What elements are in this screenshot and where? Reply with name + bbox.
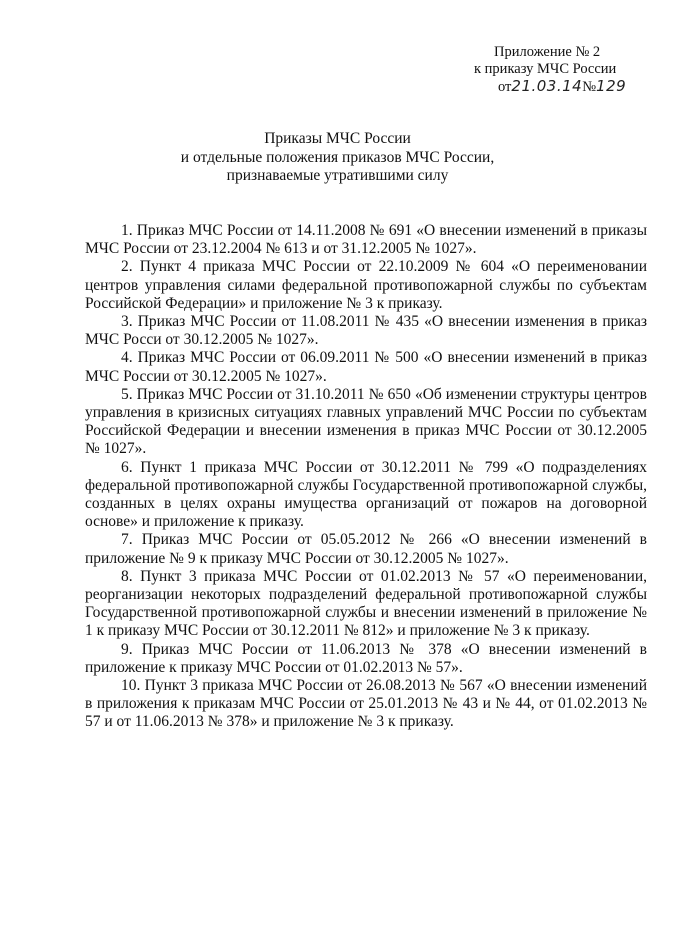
appendix-number: Приложение № 2 <box>494 44 601 60</box>
document-title <box>0 130 675 186</box>
list-item: 3. Приказ МЧС России от 11.08.2011 № 435 «О внесении изменения в приказ МЧС Росси от 30.12.2005 № 1027». <box>85 313 647 349</box>
orders-list <box>85 222 647 732</box>
list-item: 1. Приказ МЧС России от 14.11.2008 № 691 «О внесении изменений в приказы МЧС России от 23.12.2004 № 613 и от 31.12.2005 № 1027». <box>85 222 647 258</box>
order-date-line <box>462 78 652 96</box>
number-sign: № <box>582 79 597 95</box>
list-item: 9. Приказ МЧС России от 11.06.2013 № 378 «О внесении изменений в приложение к приказу МЧС России от 01.02.2013 № 57». <box>85 640 647 676</box>
list-item: 10. Пункт 3 приказа МЧС России от 26.08.2013 № 567 «О внесении изменений в приложения к приказам МЧС России от 25.01.2013 № 43 и № 44, от 01.02.2013 № 57 и от 11.06.2013 № 378» и приложение № 3 к приказу. <box>85 677 647 731</box>
list-item: 7. Приказ МЧС России от 05.05.2012 № 266 «О внесении изменений в приложение № 9 к приказу МЧС России от 30.12.2005 № 1027». <box>85 531 647 567</box>
list-item: 5. Приказ МЧС России от 31.10.2011 № 650 «Об изменении структуры центров управления в кризисных ситуациях главных управлений МЧС России по субъектам Российской Федерации и внесении изменения в приказ МЧС России от 30.12.2005 № 1027». <box>85 385 647 458</box>
handwritten-number: 129 <box>596 77 627 95</box>
list-item: 8. Пункт 3 приказа МЧС России от 01.02.2013 № 57 «О переименовании, реорганизации некоторых подразделений федеральной противопожарной службы Государственной противопожарной службы и внесении изменений в приложение № 1 к приказу МЧС России от 30.12.2011 № 812» и приложение № 3 к приказу. <box>85 567 647 640</box>
list-item: 2. Пункт 4 приказа МЧС России от 22.10.2009 № 604 «О переименовании центров управления силами федеральной противопожарной службы по субъектам Российской Федерации» и приложение № 3 к приказу. <box>85 258 647 312</box>
appendix-header <box>462 44 652 96</box>
order-reference: к приказу МЧС России <box>474 61 617 77</box>
list-item: 6. Пункт 1 приказа МЧС России от 30.12.2011 № 799 «О подразделениях федеральной противопожарной службы Государственной противопожарной службы, созданных в целях охраны имущества организаций от пожаров на договорной основе» и приложение к приказу. <box>85 458 647 531</box>
title-line-2: и отдельные положения приказов МЧС России, <box>180 148 495 166</box>
title-line-3: признаваемые утратившими силу <box>226 167 449 184</box>
date-prefix: от <box>498 79 512 95</box>
list-item: 4. Приказ МЧС России от 06.09.2011 № 500 «О внесении изменений в приказ МЧС России от 30.12.2005 № 1027». <box>85 349 647 385</box>
title-line-1: Приказы МЧС России <box>264 130 411 147</box>
handwritten-date: 21.03.14 <box>511 77 583 95</box>
